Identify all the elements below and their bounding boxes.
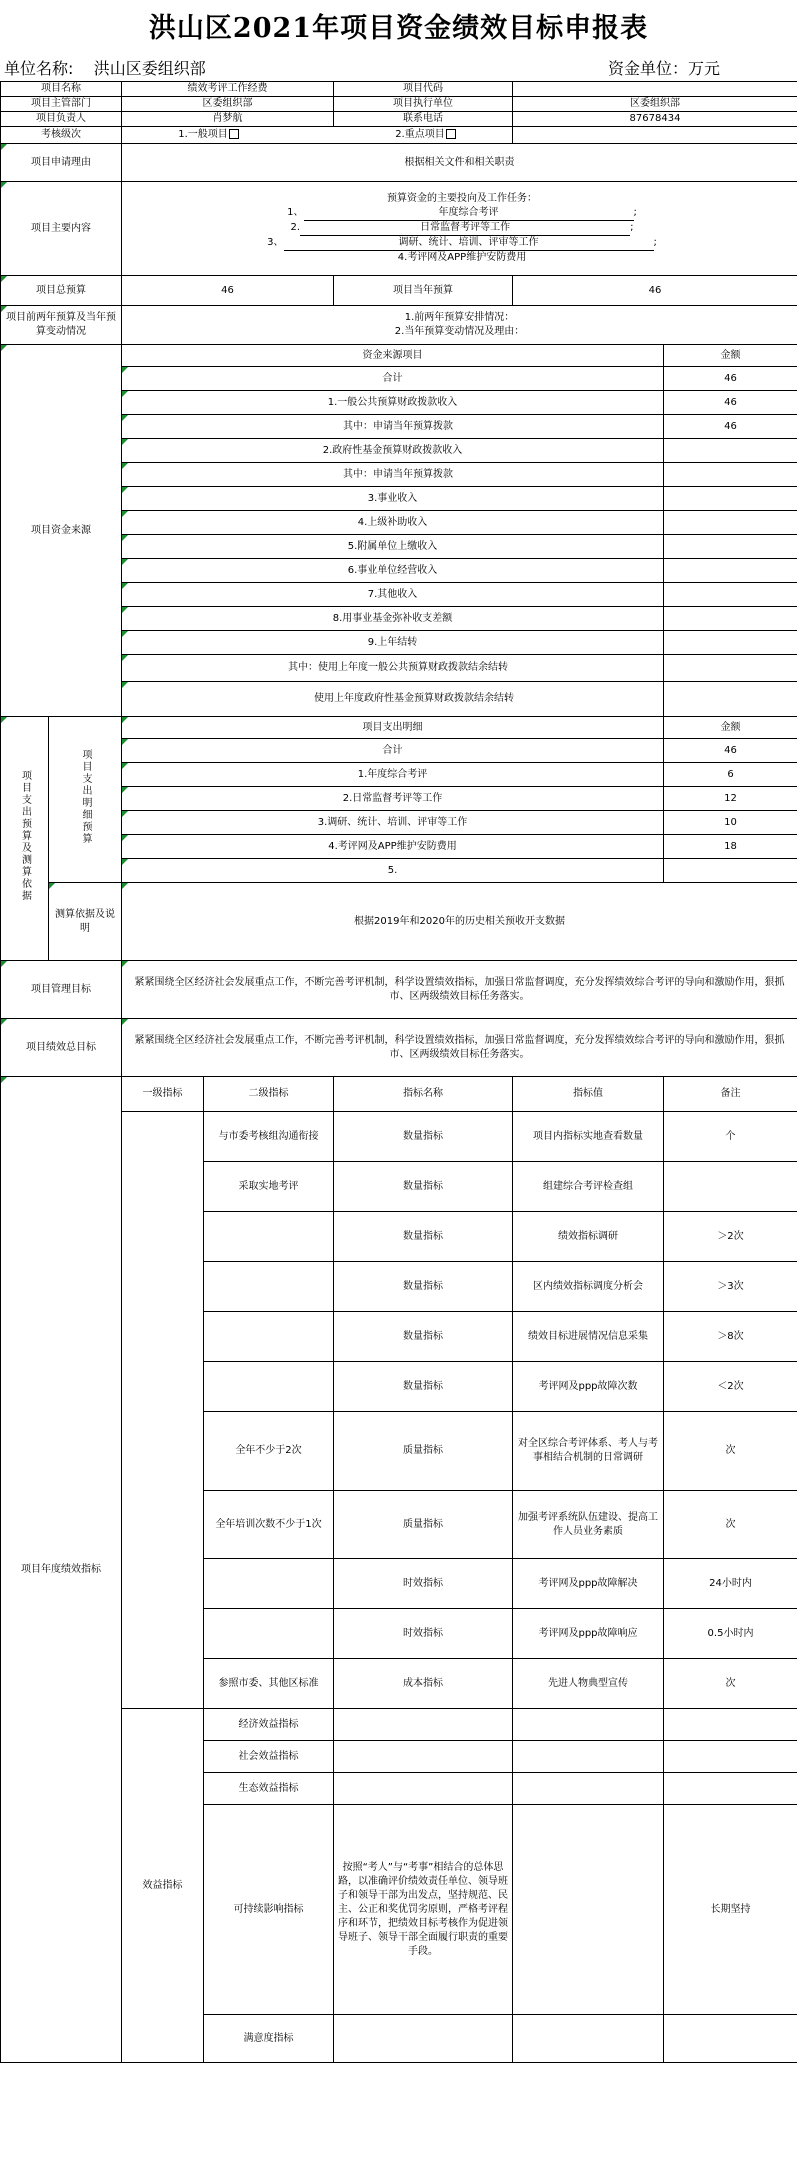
application-table [0,81,797,2063]
expense-basis-label: 测算依据及说明 [49,883,122,961]
indicator-note[interactable]: ＞2次 [664,1212,797,1262]
expense-amount[interactable]: 46 [664,739,797,763]
level-empty [513,127,797,144]
expense-basis-value[interactable]: 根据2019年和2020年的历史相关预收开支数据 [122,883,797,961]
benefit-eco: 生态效益指标 [204,1773,334,1805]
expense-amount[interactable]: 6 [664,763,797,787]
indicator-value[interactable]: 加强考评系统队伍建设、提高工作人员业务素质 [513,1491,664,1559]
expense-col-item: 项目支出明细 [122,717,664,739]
funding-header-row [1,345,797,367]
indicator-type: 质量指标 [334,1412,513,1491]
indicator-note[interactable]: 次 [664,1412,797,1491]
indicator-col-header: 备注 [664,1077,797,1112]
owner-label: 项目负责人 [1,112,122,127]
level-label: 考核级次 [1,127,122,144]
indicator-col-header: 一级指标 [122,1077,204,1112]
satisfaction-name[interactable] [334,2015,513,2063]
indicator-l2[interactable]: 参照市委、其他区标准 [204,1659,334,1709]
funding-label: 项目资金来源 [1,345,122,717]
funding-amount[interactable] [664,463,797,487]
exec-label: 项目执行单位 [334,97,513,112]
indicator-l2[interactable] [204,1262,334,1312]
indicator-l2[interactable] [204,1312,334,1362]
dept-label: 项目主管部门 [1,97,122,112]
indicator-value[interactable]: 考评网及ppp故障次数 [513,1362,664,1412]
benefit-eco-name[interactable] [334,1773,513,1805]
expense-inner-label [49,717,122,883]
project-name-label: 项目名称 [1,82,122,97]
dept-value[interactable]: 区委组织部 [122,97,334,112]
indicator-value[interactable]: 先进人物典型宣传 [513,1659,664,1709]
indicator-value[interactable]: 区内绩效指标调度分析会 [513,1262,664,1312]
benefit-eco-value[interactable] [513,1773,664,1805]
funding-item: 5.附属单位上缴收入 [122,535,664,559]
year-budget-label: 项目当年预算 [334,276,513,306]
perf-goal-value[interactable]: 紧紧围绕全区经济社会发展重点工作，不断完善考评机制，科学设置绩效指标，加强日常监督调度，充分发挥绩效综合考评的导向和激励作用，狠抓市、区两级绩效目标任务落实。 [122,1019,797,1077]
benefit-economic-name[interactable] [334,1709,513,1741]
indicator-note[interactable]: ＞8次 [664,1312,797,1362]
unit-name-value: 洪山区委组织部 [93,59,206,78]
funding-item: 其中：使用上年度一般公共预算财政拨款结余结转 [122,655,664,682]
expense-outer-label [1,717,49,961]
benefit-economic-value[interactable] [513,1709,664,1741]
indicator-l1-empty [122,1112,204,1709]
benefit-sustain-text[interactable]: 按照“考人”与“考事”相结合的总体思路，以准确评价绩效责任单位、领导班子和领导干部为出发点，坚持规范、民主、公正和奖优罚劣原则，严格考评程序和环节，把绩效目标考核作为促进领导班子、领导干部全面履行职责的重要手段。 [334,1805,513,2015]
indicator-note[interactable]: 个 [664,1112,797,1162]
mgmt-goal-value[interactable]: 紧紧围绕全区经济社会发展重点工作，不断完善考评机制，科学设置绩效指标，加强日常监督调度，充分发挥绩效综合考评的导向和激励作用，狠抓市、区两级绩效目标任务落实。 [122,961,797,1019]
satisfaction: 满意度指标 [204,2015,334,2063]
indicator-col-header: 二级指标 [204,1077,334,1112]
benefit-social-value[interactable] [513,1741,664,1773]
content-item-2: 2. 日常监督考评等工作 ; [130,221,794,236]
funding-item: 3.事业收入 [122,487,664,511]
currency-unit: 资金单位：万元 [608,59,721,78]
indicator-note[interactable]: ＜2次 [664,1362,797,1412]
indicator-type: 数量指标 [334,1112,513,1162]
prev-budget-value[interactable] [122,306,797,345]
funding-col-item: 资金来源项目 [122,345,664,367]
level-opt1-label: 1.一般项目 [178,129,228,140]
project-name-value[interactable]: 绩效考评工作经费 [122,82,334,97]
content-intro: 预算资金的主要投向及工作任务： [387,193,537,204]
benefit-social-name[interactable] [334,1741,513,1773]
funding-amount[interactable]: 46 [664,415,797,439]
benefit-economic: 经济效益指标 [204,1709,334,1741]
indicator-header-row [1,1077,797,1112]
level-opt2-label: 2.重点项目 [395,129,445,140]
funding-amount[interactable] [664,631,797,655]
funding-amount[interactable] [664,439,797,463]
benefit-economic-note[interactable] [664,1709,797,1741]
expense-outer-text: 项目支出预算及测算依据 [19,770,31,902]
funding-item: 8.用事业基金弥补收支差额 [122,607,664,631]
phone-value[interactable]: 87678434 [513,112,797,127]
mgmt-goal-row [1,961,797,1019]
unit-name-label: 单位名称: [4,59,74,78]
indicator-type: 数量指标 [334,1362,513,1412]
funding-item: 4.上级补助收入 [122,511,664,535]
content-item-1: 1、 年度综合考评 ; [130,206,794,221]
indicator-type: 数量指标 [334,1312,513,1362]
expense-col-amount: 金额 [664,717,797,739]
funding-item: 其中：申请当年预算拨款 [122,463,664,487]
satisfaction-note[interactable] [664,2015,797,2063]
expense-item: 3.调研、统计、培训、评审等工作 [122,811,664,835]
indicator-l2[interactable] [204,1609,334,1659]
project-code-value[interactable] [513,82,797,97]
expense-item: 5. [122,859,664,883]
satisfaction-value[interactable] [513,2015,664,2063]
indicators-label: 项目年度绩效指标 [1,1077,122,2063]
funding-item: 9.上年结转 [122,631,664,655]
expense-item: 合计 [122,739,664,763]
indicator-l2[interactable]: 采取实地考评 [204,1162,334,1212]
total-budget-value[interactable]: 46 [122,276,334,306]
indicator-note[interactable]: 0.5小时内 [664,1609,797,1659]
benefit-eco-note[interactable] [664,1773,797,1805]
content-item-3: 3、 调研、统计、培训、评审等工作 ; [130,236,794,251]
indicator-type: 数量指标 [334,1212,513,1262]
funding-item: 使用上年度政府性基金预算财政拨款结余结转 [122,682,664,717]
prev-line-2: 2.当年预算变动情况及理由： [394,326,525,337]
funding-item: 合计 [122,367,664,391]
indicator-value[interactable]: 组建综合考评检查组 [513,1162,664,1212]
indicator-col-header: 指标名称 [334,1077,513,1112]
indicator-type: 时效指标 [334,1559,513,1609]
benefit-sustain-note[interactable]: 长期坚持 [664,1805,797,2015]
funding-item: 1.一般公共预算财政拨款收入 [122,391,664,415]
content-value[interactable] [122,182,797,276]
total-budget-label: 项目总预算 [1,276,122,306]
indicator-l2[interactable] [204,1212,334,1262]
funding-amount[interactable]: 46 [664,367,797,391]
funding-item: 7.其他收入 [122,583,664,607]
phone-label: 联系电话 [334,112,513,127]
exec-value[interactable]: 区委组织部 [513,97,797,112]
indicator-l2[interactable] [204,1362,334,1412]
indicator-col-header: 指标值 [513,1077,664,1112]
funding-amount[interactable] [664,535,797,559]
expense-amount[interactable]: 10 [664,811,797,835]
indicator-value[interactable]: 对全区综合考评体系、考人与考事相结合机制的日常调研 [513,1412,664,1491]
indicator-l2[interactable]: 全年不少于2次 [204,1412,334,1491]
indicator-note[interactable]: 24小时内 [664,1559,797,1609]
expense-item: 1.年度综合考评 [122,763,664,787]
indicator-value[interactable]: 考评网及ppp故障响应 [513,1609,664,1659]
expense-item: 2.日常监督考评等工作 [122,787,664,811]
content-label: 项目主要内容 [1,182,122,276]
funding-amount[interactable] [664,487,797,511]
expense-amount[interactable]: 12 [664,787,797,811]
expense-item: 4.考评网及APP维护安防费用 [122,835,664,859]
mgmt-goal-label: 项目管理目标 [1,961,122,1019]
indicator-l2[interactable]: 全年培训次数不少于1次 [204,1491,334,1559]
funding-amount[interactable] [664,583,797,607]
indicator-type: 时效指标 [334,1609,513,1659]
funding-item: 其中：申请当年预算拨款 [122,415,664,439]
indicator-type: 质量指标 [334,1491,513,1559]
indicator-note[interactable]: 次 [664,1491,797,1559]
reason-label: 项目申请理由 [1,144,122,182]
year-budget-value[interactable]: 46 [513,276,797,306]
indicator-type: 数量指标 [334,1262,513,1312]
prev-line-1: 1.前两年预算安排情况： [404,312,515,323]
page-title: 洪山区2021年项目资金绩效目标申报表 [148,13,649,44]
funding-amount[interactable] [664,559,797,583]
indicator-value[interactable]: 绩效目标进展情况信息采集 [513,1312,664,1362]
indicator-value[interactable]: 项目内指标实地查看数量 [513,1112,664,1162]
unit-name [4,57,206,81]
funding-amount[interactable] [664,655,797,682]
benefit-social: 社会效益指标 [204,1741,334,1773]
indicator-type: 数量指标 [334,1162,513,1212]
indicator-l2[interactable] [204,1559,334,1609]
benefit-social-note[interactable] [664,1741,797,1773]
indicator-value[interactable]: 考评网及ppp故障解决 [513,1559,664,1609]
project-code-label: 项目代码 [334,82,513,97]
funding-col-amount: 金额 [664,345,797,367]
funding-item: 6.事业单位经营收入 [122,559,664,583]
expense-inner-text: 项目支出明细预算 [80,749,91,845]
benefit-sustain: 可持续影响指标 [204,1805,334,2015]
indicator-value[interactable]: 绩效指标调研 [513,1212,664,1262]
indicator-note[interactable] [664,1162,797,1212]
reason-value[interactable]: 根据相关文件和相关职责 [122,144,797,182]
key-project-checkbox[interactable] [446,129,456,139]
perf-goal-row [1,1019,797,1077]
funding-amount[interactable] [664,607,797,631]
funding-item: 2.政府性基金预算财政拨款收入 [122,439,664,463]
expense-amount[interactable] [664,859,797,883]
table-body [1,82,797,2063]
indicator-note[interactable]: ＞3次 [664,1262,797,1312]
indicator-type: 成本指标 [334,1659,513,1709]
expense-basis-row [1,883,797,961]
expense-amount[interactable]: 18 [664,835,797,859]
indicator-note[interactable]: 次 [664,1659,797,1709]
benefit-label: 效益指标 [122,1709,204,2063]
benefit-sustain-value[interactable] [513,1805,664,2015]
owner-value[interactable]: 肖梦航 [122,112,334,127]
funding-amount[interactable] [664,511,797,535]
perf-goal-label: 项目绩效总目标 [1,1019,122,1077]
content-item-4: 4.考评网及APP维护安防费用 [397,252,527,263]
funding-amount[interactable]: 46 [664,391,797,415]
expense-header-row [1,717,797,739]
general-project-checkbox[interactable] [229,129,239,139]
prev-budget-label: 项目前两年预算及当年预算变动情况 [1,306,122,345]
level-options [122,127,513,144]
funding-amount[interactable] [664,682,797,717]
indicator-l2[interactable]: 与市委考核组沟通衔接 [204,1112,334,1162]
